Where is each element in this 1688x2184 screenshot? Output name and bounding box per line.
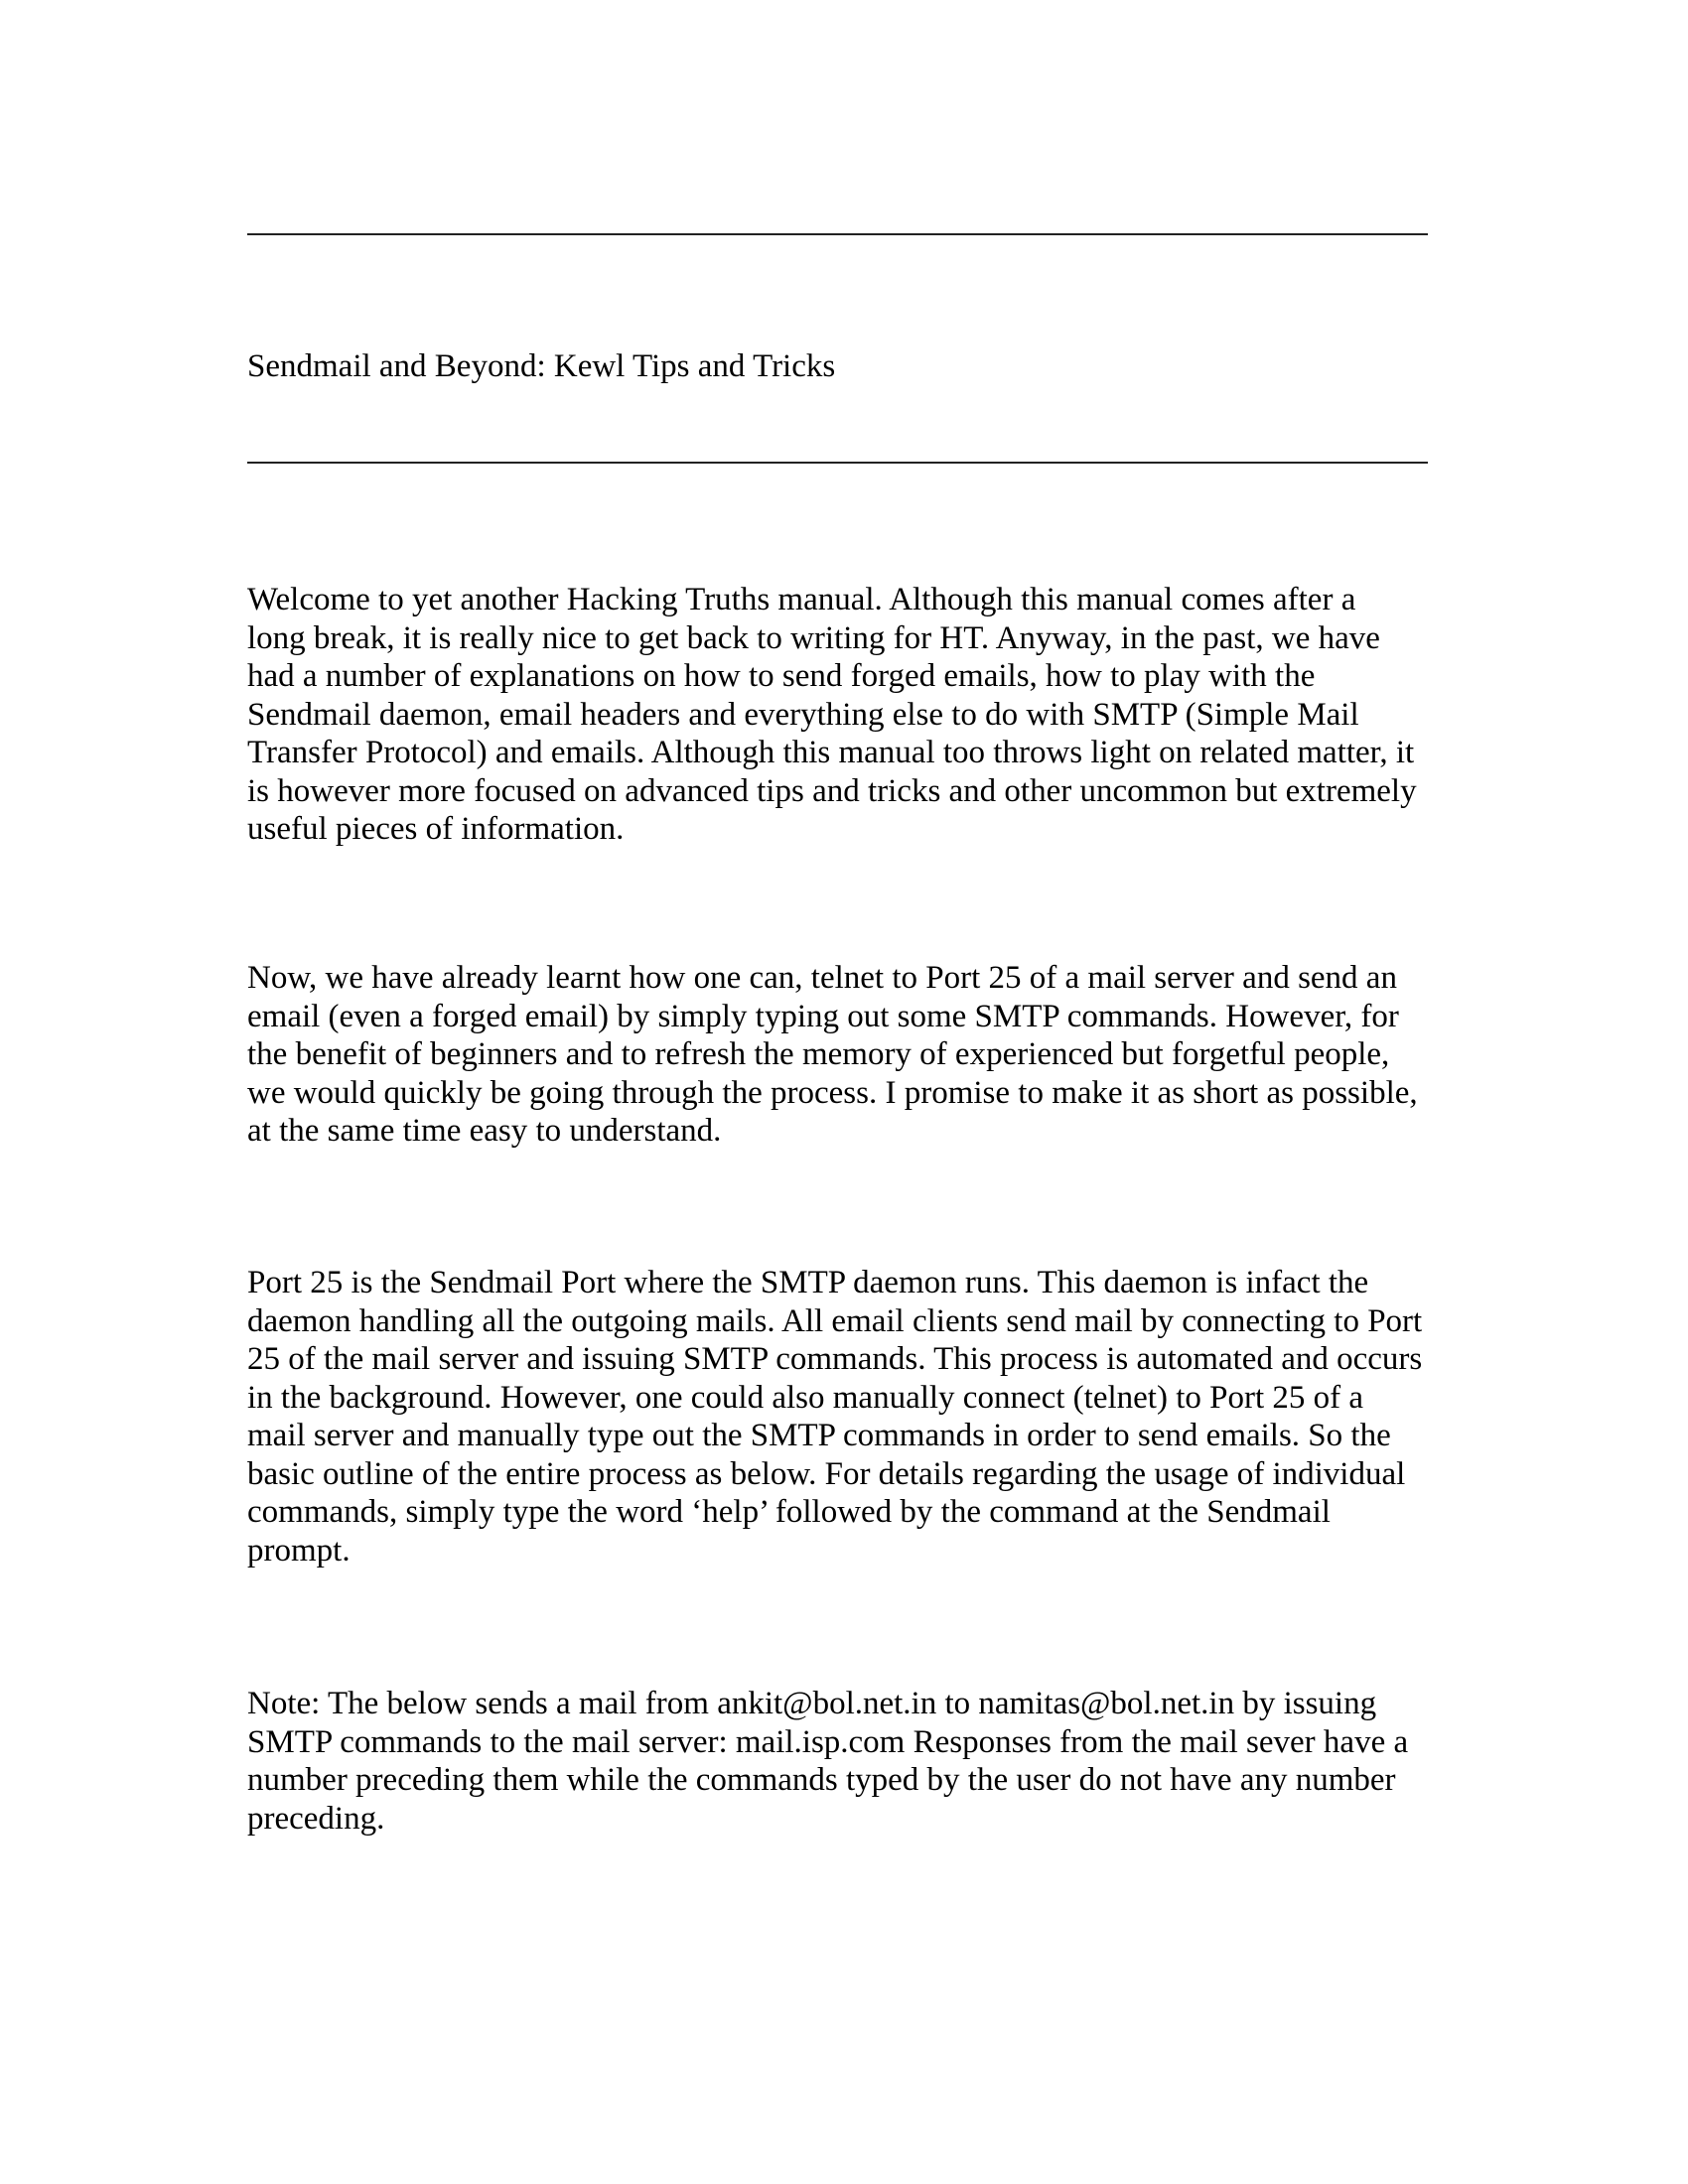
paragraph-line: had a number of explanations on how to send forged emails, how to play with the [247, 658, 1316, 694]
paragraph-telnet-overview [247, 959, 1459, 1151]
paragraph-line: 25 of the mail server and issuing SMTP commands. This process is automated and occurs [247, 1341, 1423, 1377]
paragraph-line: in the background. However, one could also manually connect (telnet) to Port 25 of a [247, 1379, 1364, 1416]
paragraph-line: at the same time easy to understand. [247, 1113, 722, 1149]
paragraph-line: basic outline of the entire process as below. For details regarding the usage of individual [247, 1455, 1406, 1492]
paragraph-intro [247, 581, 1459, 849]
paragraph-line: preceding. [247, 1800, 385, 1837]
paragraph-line: prompt. [247, 1532, 351, 1569]
horizontal-rule-bottom [247, 462, 1428, 464]
paragraph-line: commands, simply type the word ‘help’ followed by the command at the Sendmail [247, 1494, 1331, 1530]
horizontal-rule-top [247, 233, 1428, 235]
document-title: Sendmail and Beyond: Kewl Tips and Tricks [247, 348, 836, 384]
paragraph-line: useful pieces of information. [247, 811, 625, 847]
paragraph-line: number preceding them while the commands typed by the user do not have any number [247, 1762, 1396, 1798]
paragraph-line: Now, we have already learnt how one can, telnet to Port 25 of a mail server and send an [247, 960, 1397, 996]
paragraph-line: daemon handling all the outgoing mails. All email clients send mail by connecting to Port [247, 1302, 1423, 1339]
paragraph-line: long break, it is really nice to get back to writing for HT. Anyway, in the past, we have [247, 619, 1380, 656]
paragraph-line: Port 25 is the Sendmail Port where the SMTP daemon runs. This daemon is infact the [247, 1265, 1369, 1300]
paragraph-line: Sendmail daemon, email headers and everything else to do with SMTP (Simple Mail [247, 696, 1359, 733]
paragraph-line: Welcome to yet another Hacking Truths manual. Although this manual comes after a [247, 582, 1356, 617]
paragraph-line: we would quickly be going through the process. I promise to make it as short as possible, [247, 1074, 1418, 1111]
paragraph-line: email (even a forged email) by simply typing out some SMTP commands. However, for [247, 998, 1399, 1034]
paragraph-line: Note: The below sends a mail from ankit@bol.net.in to namitas@bol.net.in by issuing [247, 1686, 1377, 1721]
paragraph-line: is however more focused on advanced tips and tricks and other uncommon but extremely [247, 772, 1417, 809]
paragraph-line: the benefit of beginners and to refresh the memory of experienced but forgetful people, [247, 1036, 1390, 1072]
paragraph-line: mail server and manually type out the SMTP commands in order to send emails. So the [247, 1418, 1391, 1453]
paragraph-port-25 [247, 1264, 1459, 1570]
paragraph-line: SMTP commands to the mail server: mail.isp.com Responses from the mail sever have a [247, 1723, 1409, 1760]
paragraph-note [247, 1685, 1459, 1838]
paragraph-line: Transfer Protocol) and emails. Although this manual too throws light on related matter, it [247, 735, 1415, 770]
